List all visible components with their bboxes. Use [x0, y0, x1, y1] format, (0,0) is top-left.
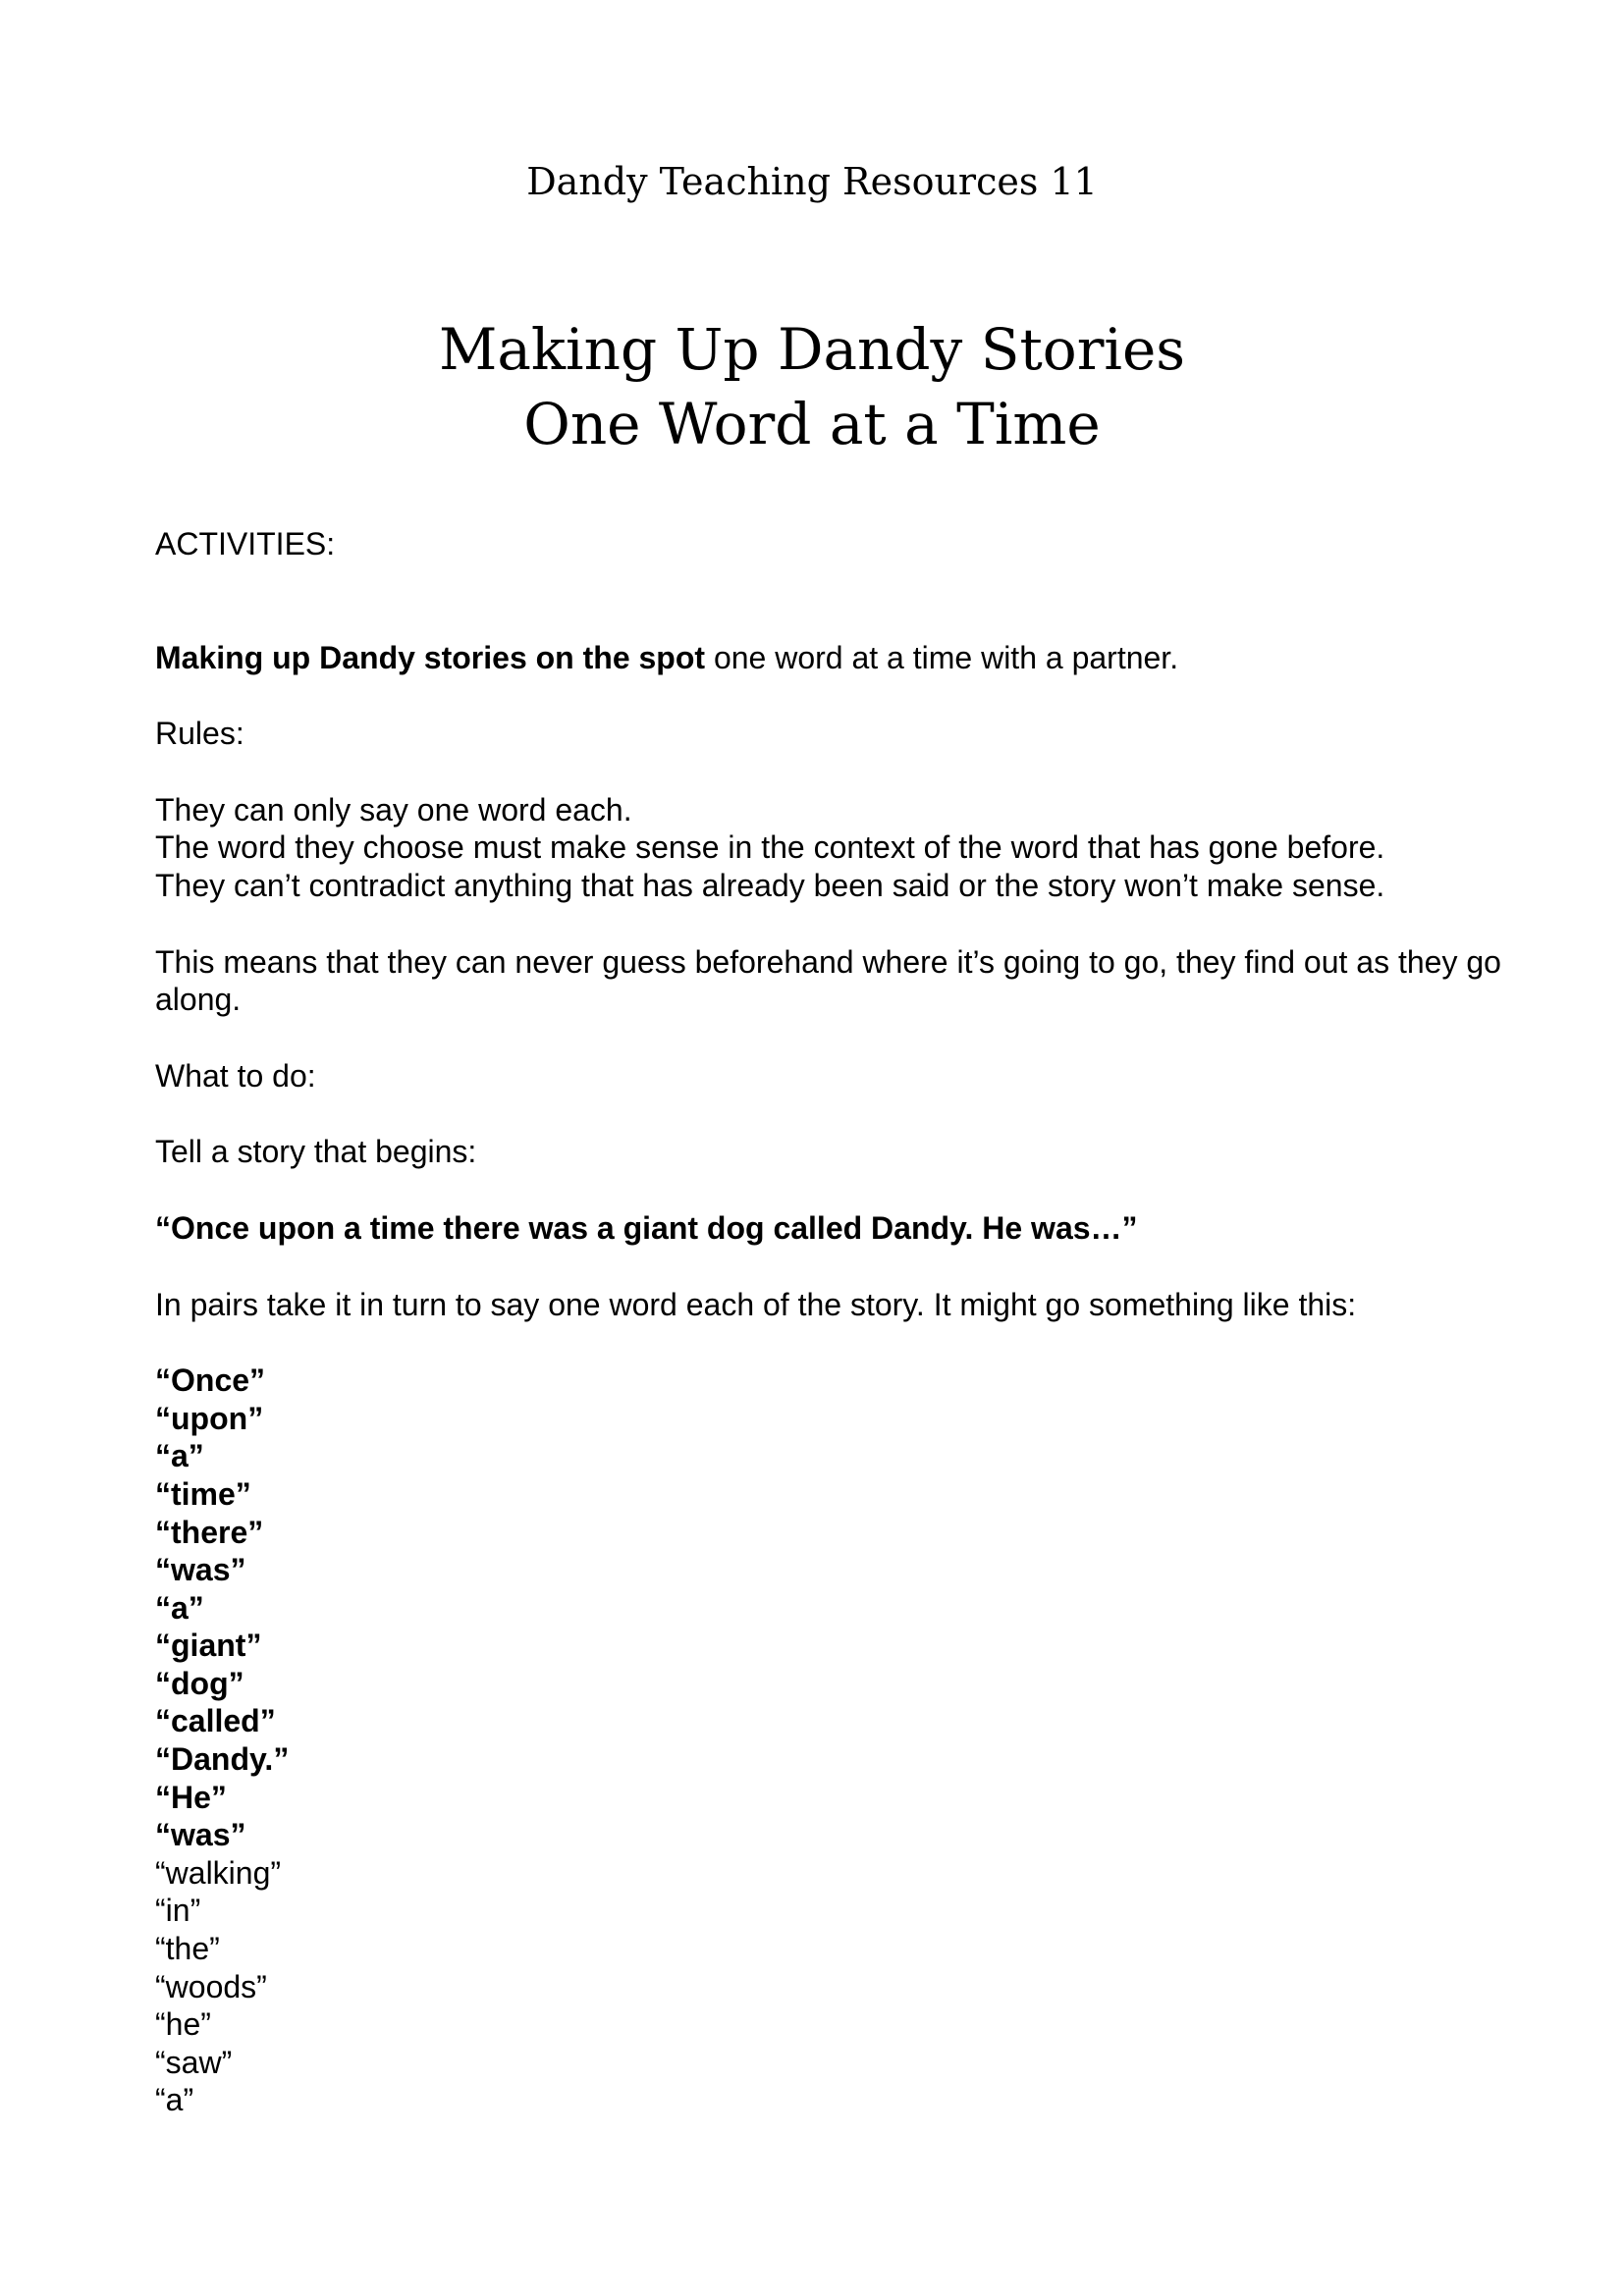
intro-bold: Making up Dandy stories on the spot [155, 639, 706, 675]
intro-paragraph [155, 639, 1510, 677]
story-opening: “Once upon a time there was a giant dog called Dandy. He was…” [155, 1209, 1138, 1246]
story-word: “there” [155, 1514, 264, 1550]
story-word: “Dandy.” [155, 1741, 290, 1778]
story-word: “He” [155, 1779, 227, 1815]
page-header: Dandy Teaching Resources 11 [526, 160, 1098, 203]
rule-2: The word they choose must make sense in the context of the word that has gone before. [155, 829, 1385, 866]
rules-label: Rules: [155, 716, 244, 752]
page-title [0, 312, 1624, 461]
story-word: “woods” [155, 1968, 267, 2004]
story-word: “a” [155, 1589, 204, 1626]
explanation-paragraph: This means that they can never guess beforehand where it’s going to go, they find out as they go along. [155, 943, 1501, 1018]
story-word: “giant” [155, 1628, 262, 1664]
story-word: “in” [155, 1893, 201, 1929]
rule-1: They can only say one word each. [155, 791, 632, 828]
story-word: “dog” [155, 1665, 244, 1701]
story-word: “walking” [155, 1854, 282, 1891]
story-word: “called” [155, 1703, 276, 1739]
story-word: “Once” [155, 1362, 266, 1399]
title-line-2: One Word at a Time [523, 391, 1101, 457]
what-to-do-label: What to do: [155, 1057, 316, 1094]
activities-label: ACTIVITIES: [155, 526, 336, 561]
story-word: “time” [155, 1475, 251, 1512]
pairs-instruction: In pairs take it in turn to say one word each of the story. It might go something like this: [155, 1286, 1357, 1322]
story-word: “a” [155, 2082, 194, 2118]
document-body [155, 525, 1510, 2119]
story-word-list [155, 1362, 1510, 2119]
title-line-1: Making Up Dandy Stories [438, 316, 1186, 383]
tell-story-instruction: Tell a story that begins: [155, 1134, 477, 1170]
story-word: “he” [155, 2006, 211, 2043]
story-word: “was” [155, 1552, 246, 1588]
story-word: “was” [155, 1817, 246, 1853]
story-word: “saw” [155, 2044, 233, 2080]
story-word: “the” [155, 1931, 220, 1967]
intro-rest: one word at a time with a partner. [705, 639, 1179, 675]
rule-3: They can’t contradict anything that has already been said or the story won’t make sense. [155, 867, 1385, 903]
story-word: “a” [155, 1438, 204, 1474]
story-word: “upon” [155, 1400, 264, 1436]
